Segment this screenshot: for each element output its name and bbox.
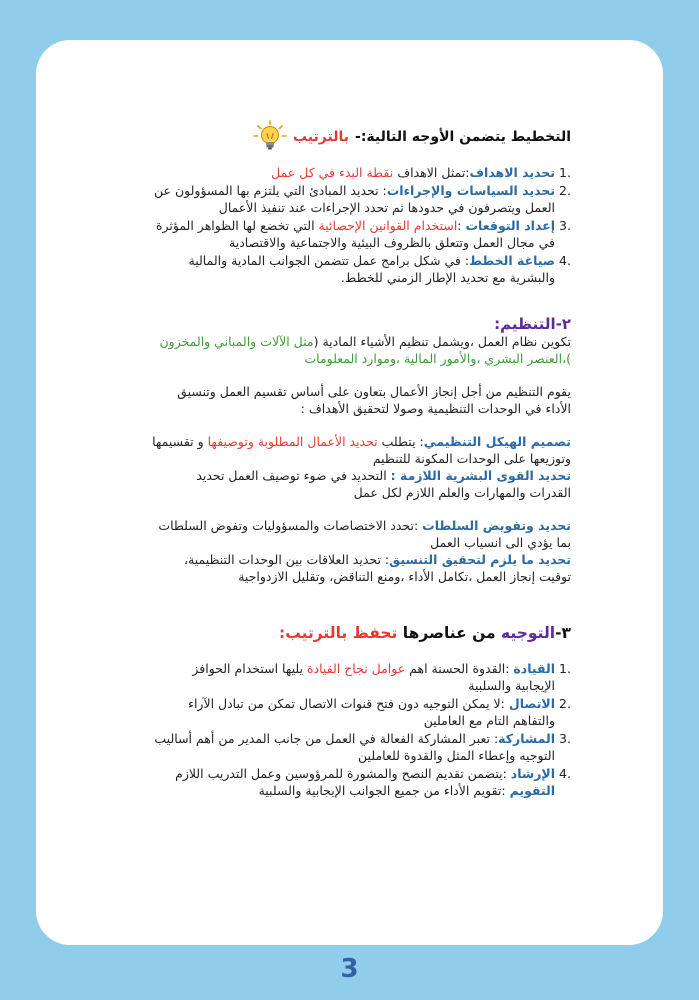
planning-list (151, 164, 571, 286)
item-highlight: استخدام القوانين الإحصائية (318, 218, 458, 233)
item-text: :تقويم الأداء من جميع الجوانب الإيجابية والسلبية (258, 783, 510, 798)
item-key: تحديد ما يلزم لتحقيق التنسيق (389, 552, 571, 567)
section2 (151, 316, 571, 585)
section3-title-main: التوجيه (501, 624, 556, 642)
section2-title: ٢-التنظيم: (494, 315, 571, 333)
item-text: :القدوة الحسنة اهم (405, 661, 514, 676)
list-item (151, 660, 571, 694)
list-number: 4. (559, 766, 571, 781)
item-text: :تحدد الاختصاصات والمسؤوليات وتفوض السلطات بما يؤدي الى انسياب العمل (158, 518, 571, 550)
item-highlight: عوامل نجاح القيادة (306, 661, 406, 676)
item-text: :تمثل الاهداف (393, 165, 470, 180)
item-key: تحديد السياسات والإجراءات (386, 183, 555, 198)
section3-title-accent: تحفظ بالترتيب: (279, 624, 398, 642)
item-key: الاتصال (508, 696, 555, 711)
list-item (151, 182, 571, 216)
section3-title-mid: من عناصرها (397, 624, 502, 642)
list-number: 4. (559, 253, 571, 268)
section3 (151, 625, 571, 799)
item-key: تحديد الاهداف (469, 165, 555, 180)
item-highlight: تحديد الأعمال المطلوبة وتوصيفها (207, 434, 378, 449)
list-number: 2. (559, 696, 571, 711)
item-text: : تحديد العلاقات بين الوحدات التنظيمية، توقيت إنجاز العمل ،تكامل الأداء ،ومنع التناقض، وتقليل الازدواجية (183, 552, 571, 584)
item-text: :يتضمن تقديم النصح والمشورة للمرؤوسين وعمل التدريب اللازم (175, 766, 511, 781)
item-key: التقويم (509, 783, 555, 798)
item-key: المشاركة (498, 731, 555, 746)
section3-title (151, 625, 571, 642)
item-key: إعداد التوقعات (465, 218, 555, 233)
coordination (151, 551, 571, 585)
item-key: القيادة (513, 661, 555, 676)
section2-intro (151, 333, 571, 367)
item-key: صياغة الخطط (469, 253, 555, 268)
intro-text: تكوين نظام العمل ،ويشمل تنظيم الأشياء المادية ( (313, 334, 571, 349)
list-item (151, 252, 571, 286)
item-highlight: نقطة البدء في كل عمل (271, 165, 394, 180)
list-item (151, 164, 571, 181)
list-item (151, 765, 571, 799)
item-key: تصميم الهيكل التنظيمي (423, 434, 571, 449)
item-key: تحديد القوى البشرية اللازمة : (390, 468, 571, 483)
item-text: يليها استخدام الحوافز الإيجابية والسلبية (192, 661, 555, 693)
item-text: : يتطلب (377, 434, 424, 449)
list-number: 1. (559, 661, 571, 676)
list-item (151, 217, 571, 251)
human-resources (151, 467, 571, 501)
list-number: 3. (559, 731, 571, 746)
section1-title-accent: بالترتيب (293, 128, 350, 145)
item-text: : تحديد المبادئ التي يلتزم بها المسؤولون عن العمل ويتصرفون في حدودها ثم تحدد الإجراءات عند تنفيذ الأعمال (154, 183, 555, 215)
list-item (151, 730, 571, 764)
item-text: و تقسيمها وتوزيعها على الوحدات المكونة للتنظيم (152, 434, 571, 466)
authority-delegation (151, 517, 571, 551)
intro-highlight: مثل الآلات والمباني والمخزون )،العنصر البشري ،والأمور المالية ،وموارد المعلومات (159, 334, 571, 366)
page-number: 3 (340, 954, 359, 984)
item-key: تحديد وتفويض السلطات (422, 518, 571, 533)
directing-list (151, 660, 571, 799)
item-text: التحديد في ضوء توصيف العمل تحديد القدرات والمهارات والعلم اللازم لكل عمل (196, 468, 571, 500)
section2-paragraph: يقوم التنظيم من أجل إنجاز الأعمال بتعاون على أساس تقسيم العمل وتنسيق الأداء في الوحدات التنظيمية وصولا لتحقيق الأهداف : (177, 384, 571, 416)
list-number: 3. (559, 218, 571, 233)
item-text: : في شكل برامج عمل تتضمن الجوانب المادية والمالية والبشرية مع تحديد الإطار الزمني للخطط. (188, 253, 555, 285)
list-number: 2. (559, 183, 571, 198)
structure-design (151, 433, 571, 467)
item-text: :لا يمكن التوجيه دون فتح قنوات الاتصال تمكن من تبادل الآراء والتفاهم التام مع العاملين (188, 696, 555, 728)
section3-prefix: ٣- (555, 624, 571, 642)
item-text: : (457, 218, 466, 233)
section1-heading (151, 120, 571, 154)
item-key: الإرشاد (510, 766, 555, 781)
item-text: التي تخضع لها الظواهر المؤثرة في مجال العمل وتتعلق بالظروف البيئية والاجتماعية والاقتصادية (155, 218, 555, 250)
item-text: : تعبر المشاركة الفعالة في العمل من جانب المدير من أهم أساليب التوجيه وإعطاء المثل والقدوة للعاملين (154, 731, 555, 763)
list-item (151, 695, 571, 729)
page-content (151, 120, 571, 800)
list-number: 1. (559, 165, 571, 180)
section1-title: التخطيط يتضمن الأوجه التالية:- (355, 128, 571, 145)
lightbulb-icon (253, 120, 287, 154)
